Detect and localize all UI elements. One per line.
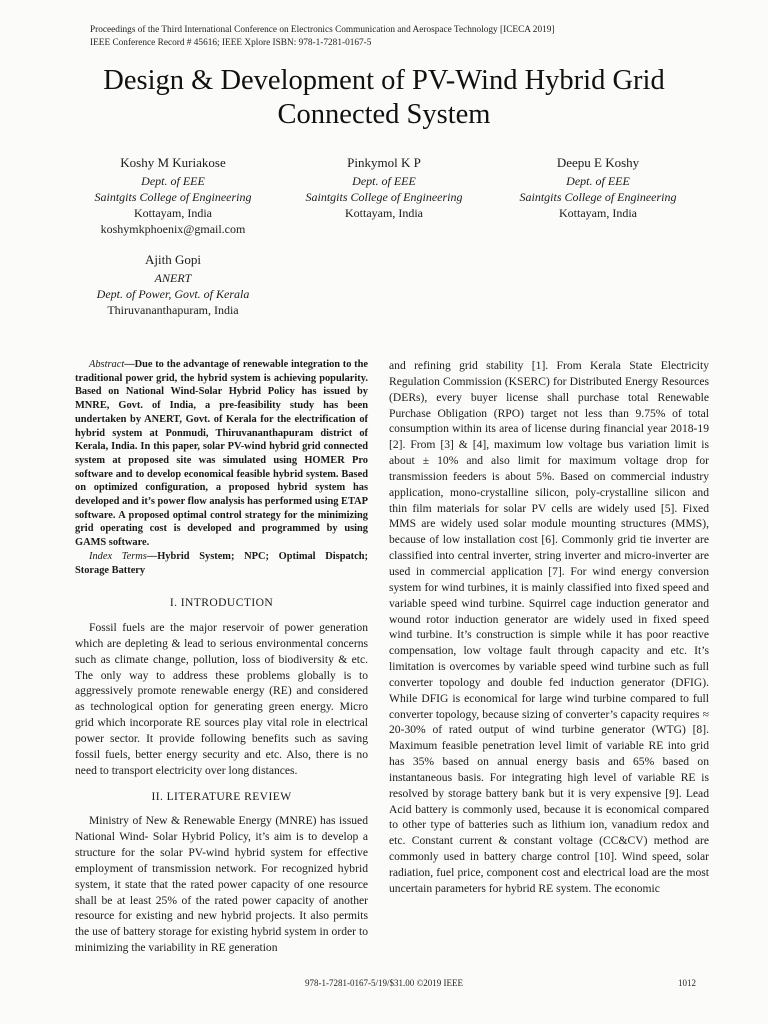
left-column <box>75 358 368 956</box>
title-line-1: Design & Development of PV-Wind Hybrid Grid <box>103 65 665 96</box>
author-org: Dept. of Power, Govt. of Kerala <box>96 287 250 301</box>
author-block-4 <box>68 251 278 318</box>
abstract-paragraph <box>75 358 368 550</box>
page-number: 1012 <box>678 978 696 988</box>
index-terms-paragraph <box>75 550 368 577</box>
abstract-label: Abstract <box>89 359 125 370</box>
conference-line-1: Proceedings of the Third International Conference on Electronics Communication and Aerospace Technology [ICECA 2019] <box>90 25 555 35</box>
literature-heading: II. LITERATURE REVIEW <box>151 789 292 803</box>
right-column-paragraph: and refining grid stability [1]. From Kerala State Electricity Regulation Commission (KSERC) for Distributed Energy Resources (DERs), every buyer license shall purchase total Renewable Purchase Obligation (RPO) target not less than 9.75% of total consumption within its area of license during financial year 2018-19 [2]. From [3] & [4], maximum low voltage bus variation limit is about ± 10% and also limit for maximum voltage drop for transmission feeders is about 5%. Based on commercial industry application, mono-crystalline silicon, poly-crystalline silicon and thin film materials for solar PV cells are widely used [5]. Fixed MMS are widely used solar module mounting structures (MMS), because of low installation cost [6]. Commonly grid tie inverter are classified into central inverter, string inverter and micro-inverter are used in commercial application [7]. For wind energy conversion system for wind turbines, it is mainly classified into fixed speed and variable speed wind turbine. Squirrel cage induction generator and wound rotor induction generator are widely used in fixed speed wind turbine. It’s construction is simple while it has poor reactive compensation, low voltage fault through capacity and etc. It’s limitation is overcomes by variable speed wind turbine such as full converter topology and double fed induction generator (DFIG). While DFIG is economical for large wind turbine compared to full converter topology, because sizing of converter’s capacity requires ≈ 20-30% of rated output of wind turbine generator (WTG) [8]. Maximum feasible penetration level limit of variable RE into grid has 35% based on annual energy basis and 65% based on instantaneous basis. For integrating high level of variable RE is resolved by storage battery bank but it is very expensive [9]. Lead Acid battery is commonly used, because it is economical compared to other type of batteries such as lithium ion, vanadium redox and etc. Constant current & constant voltage (CC&CV) method are commonly used in battery charge control [10]. Wind speed, solar radiation, fuel price, component cost and electrical load are the most uncertain parameters for hybrid RE system. The economic <box>389 359 709 895</box>
footer-copyright: 978-1-7281-0167-5/19/$31.00 ©2019 IEEE <box>304 978 464 988</box>
intro-heading: I. INTRODUCTION <box>169 596 274 610</box>
author-dept: ANERT <box>154 271 192 285</box>
author-org: Saintgits College of Engineering <box>305 190 463 204</box>
author-dept: Dept. of EEE <box>352 174 416 188</box>
author-name: Koshy M Kuriakose <box>120 155 226 170</box>
paper-title <box>0 64 768 132</box>
author-city: Kottayam, India <box>134 206 212 220</box>
author-email[interactable]: koshymkphoenix@gmail.com <box>100 222 246 236</box>
index-terms-text: —Hybrid System; NPC; Optimal Dispatch; Storage Battery <box>75 550 368 576</box>
author-name: Deepu E Koshy <box>556 155 640 170</box>
author-dept: Dept. of EEE <box>141 174 205 188</box>
abstract-text: —Due to the advantage of renewable integration to the traditional power grid, the hybrid system is achieving popularity. Based on National Wind-Solar Hybrid Policy has issued by MNRE, Govt. of India, a pre-feasibility study has been undertaken by ANERT, Govt. of Kerala for the electrification of hybrid system at Ponmudi, Thiruvananthapuram district of Kerala, India. In this paper, solar PV-wind hybrid grid connected system at proposed site was simulated using HOMER Pro software and to develop economical feasible hybrid system. Based on optimized configuration, a proposed hybrid system has developed and it’s power flow analysis has performed using ETAP software. A proposed optimal control strategy for the minimizing grid operating cost is developed and programmed by using GAMS software. <box>75 359 368 549</box>
author-block-3 <box>503 154 693 221</box>
author-city: Kottayam, India <box>345 206 423 220</box>
author-dept: Dept. of EEE <box>566 174 630 188</box>
author-org: Saintgits College of Engineering <box>94 190 252 204</box>
author-name: Ajith Gopi <box>145 252 201 267</box>
author-block-1 <box>78 154 268 237</box>
literature-paragraph: Ministry of New & Renewable Energy (MNRE) has issued National Wind- Solar Hybrid Policy, it’s aim is to develop a structure for the solar PV-wind hybrid system for effective employment of transmission network. For recognized hybrid system, it state that the rated power capacity of one resource shall be at least 25% of the rated power capacity of another resource for existing and new hybrid projects. It also permits the use of battery storage for existing hybrid system in order to minimizing the variability in RE generation <box>75 814 368 955</box>
author-name: Pinkymol K P <box>347 155 421 170</box>
title-line-2: Connected System <box>277 99 491 130</box>
conference-header <box>90 24 555 50</box>
index-terms-label: Index Terms <box>89 550 147 562</box>
author-org: Saintgits College of Engineering <box>519 190 677 204</box>
author-city: Thiruvananthapuram, India <box>107 303 239 317</box>
author-city: Kottayam, India <box>559 206 637 220</box>
intro-paragraph: Fossil fuels are the major reservoir of power generation which are depleting & lead to serious environmental concerns such as climate change, pollution, loss of biodiversity & etc. The only way to address these problems globally is to aggressively promote renewable energy (RE) and considered as technological option for generating green energy. Micro grid which incorporate RE sources play vital role in electrical power sector. It provide following benefits such as saving fossil fuels, better energy security and etc. Also, there is no need to transport electricity over long distances. <box>75 621 368 777</box>
author-block-2 <box>289 154 479 221</box>
right-column <box>389 358 709 897</box>
conference-line-2: IEEE Conference Record # 45616; IEEE Xplore ISBN: 978-1-7281-0167-5 <box>90 38 372 48</box>
